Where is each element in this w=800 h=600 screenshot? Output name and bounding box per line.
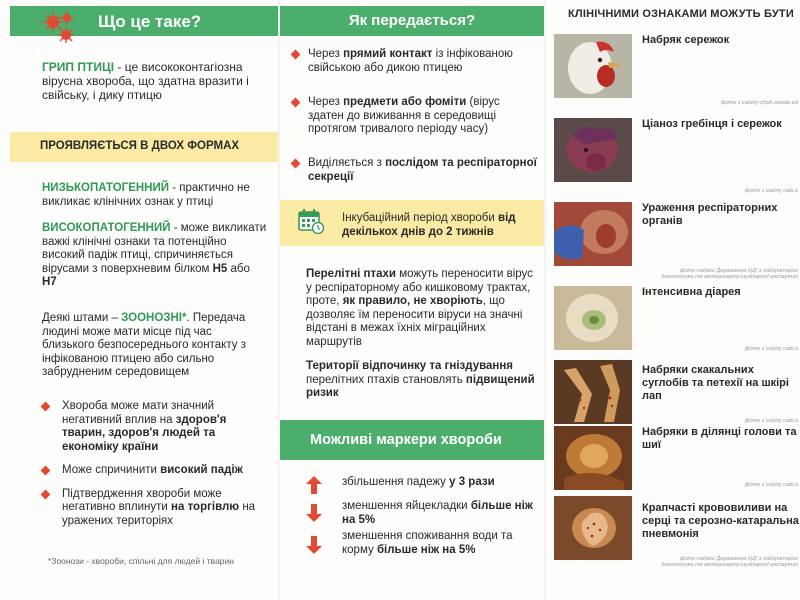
header-transmission: Як передається? [280,6,544,36]
diamond-bullet-icon [291,50,301,60]
clinical-sign-row [554,202,800,280]
footnote-star: * [181,312,187,324]
sign-label: Інтенсивна діарея [642,286,741,298]
marker-text [342,530,538,557]
leg-petechiae-photo [554,360,632,424]
marker-value: у 3 рази [449,476,495,488]
cyanotic-comb-photo [554,118,632,182]
arrow-down-icon [306,504,322,522]
arrow-up-icon [306,476,322,494]
photo-credit: фото з сайту cabi.o [744,418,798,424]
incubation-band [280,200,544,246]
sign-label: Ціаноз гребінця і сережок [642,118,782,130]
zoonotic-desc: . Передача людині може мати місце під час близького безпосереднього контакту з інфікованою птицею або сильно забрудненим середовищем [42,312,246,378]
incubation-period: від декількох днів до 2 тижнів [342,212,516,238]
diarrhea-photo [554,286,632,350]
territories-bold-2: підвищений ризик [306,373,535,399]
marker-label: збільшення падежу [342,476,450,488]
bullet-text: Хвороба може мати значний негативний вплив на [62,400,215,426]
bullet-bold: на торгівлю [171,501,240,513]
sign-label: Набряки скакальних суглобів та петехії на шкірі лап [642,364,789,402]
clinical-sign-row [554,286,800,350]
zoonotic-pre: Деякі штами – [42,312,122,324]
low-pathogenic-desc: - практично не викликає клінічних ознак у птиці [42,182,250,208]
clinical-sign-row [554,118,800,194]
incubation-label: Інкубаційний період хвороби [342,212,499,224]
bullet-text: Через [308,96,344,108]
marker-text [342,476,538,490]
bullet-post: на уражених територіях [62,501,256,527]
panel-clinical-signs [546,0,800,600]
marker-label: зменшення яйцекладки [342,500,471,512]
term-zoonotic: ЗООНОЗНІ [121,312,182,324]
term-high-pathogenic: ВИСОКОПАТОГЕННИЙ [42,222,171,234]
diamond-bullet-icon [41,466,51,476]
header-disease-markers: Можливі маркери хвороби [280,420,544,460]
definition-text: - це висококонтагіозна вірусна хвороба, що здатна вразити і свійську, і дику птицю [42,60,249,102]
migratory-text-1: можуть переносити вірус у респіраторному або кишковому трактах, проте, [306,268,533,307]
sign-label: Набряки в ділянці голови та шиї [642,426,797,451]
panel-what-is-it [0,0,278,600]
clinical-sign-row [554,426,800,490]
marker-value: більше ніж на 5% [342,500,533,526]
high-pathogenic-desc: - може викликати важкі клінічні ознаки та потенційно високий падіж птиці, спричиняється вірусами з поверхневим білком [42,222,267,275]
sign-label: Набряк сережок [642,34,730,46]
virus-icon [40,8,80,48]
photo-credit: фото з сайту cabi.o [744,482,798,488]
clinical-sign-row [554,496,800,568]
migratory-bold-1: Перелітні птахи [306,268,396,280]
sign-label: Крапчасті крововиливи на серці та серозно-катаральна пневмонія [642,502,799,540]
list-item [40,488,268,529]
list-item [40,400,268,454]
photo-credit: фото надано Державною НДІ з лабораторно діагностики та ветеринарно-санітарної експертиз [661,268,798,280]
zoonoses-footnote: *Зоонози - хвороби, спільні для людей і тварин [48,556,234,566]
bird-flu-definition [42,60,267,102]
bullet-bold: прямий контакт [343,48,433,60]
incubation-text [342,212,540,239]
high-pathogenic-text [42,222,267,290]
bullet-post: із інфікованою свійською або дикою птицею [308,48,513,74]
marker-value: більше ніж на 5% [376,543,476,556]
territories-bold-1: Території відпочинку та гніздування [306,360,514,372]
diamond-bullet-icon [41,489,51,499]
bullet-text: Може спричинити [62,464,161,476]
forms-band: ПРОЯВЛЯЄТЬСЯ В ДВОХ ФОРМАХ [10,132,278,162]
head-swelling-photo [554,426,632,490]
or-text: або [227,262,250,275]
heart-hemorrhage-photo [554,496,632,560]
sign-label: Ураження респіраторних органів [642,202,778,227]
h7-label: H7 [42,276,57,288]
clinical-sign-row [554,34,800,106]
bullet-text: Виділяється з [308,157,386,169]
low-pathogenic-text [42,182,267,209]
photo-credit: фото надано Державною НДІ з лабораторно діагностики та ветеринарно-санітарної експертиз [661,556,798,568]
migratory-birds-text [306,268,536,349]
term-low-pathogenic: НИЗЬКОПАТОГЕННИЙ [42,182,170,194]
marker-label: зменшення споживання води та корму [342,530,513,556]
bullet-bold: послідом та респіраторної секреції [308,157,537,183]
arrow-down-icon [306,536,322,554]
photo-credit: фото з сайту cabi.o [744,346,798,352]
bullet-bold: високий падіж [160,464,243,476]
migratory-bold-2: як правило, не хворіють [342,295,483,307]
bullet-post: (вірус здатен до виживання в середовищі протягом тривалого періоду часу) [308,96,500,135]
zoonotic-text [42,312,267,380]
diamond-bullet-icon [291,159,301,169]
chicken-wattle-photo [554,34,632,98]
header-what-is-it: Що це таке? [10,6,278,36]
panel-transmission [280,0,544,600]
transmission-item-fomites [308,96,538,137]
marker-text [342,500,538,527]
bullet-bold: здоров'я тварин, здоров'я людей та економіку країни [62,413,227,453]
territories-text [306,360,536,401]
transmission-item-secretion [308,157,538,184]
list-item [40,464,268,478]
territories-text-1: перелітних птахів становлять [306,373,466,386]
impact-list [40,400,268,538]
header-clinical-signs: КЛІНІЧНИМИ ОЗНАКАМИ МОЖУТЬ БУТИ [568,8,794,20]
bullet-bold: предмети або фоміти [343,96,467,108]
calendar-icon [298,208,324,234]
clinical-sign-row [554,360,800,424]
transmission-item-contact [308,48,538,75]
term-bird-flu: ГРИП ПТИЦІ [42,60,115,74]
photo-credit: фото з сайту cfsph.iastate.ed [720,100,798,106]
diamond-bullet-icon [41,402,51,412]
h5-label: H5 [212,262,228,275]
photo-credit: фото з сайту cabi.o [744,188,798,194]
diamond-bullet-icon [291,98,301,108]
respiratory-organs-photo [554,202,632,266]
migratory-text-2: , що дозволяє їм переносити віруси на значні відстані в межах їхніх міграційних маршрутів [306,295,523,348]
bullet-text: Через [308,48,344,60]
bullet-text: Підтвердження хвороби може негативно вплинути [62,487,222,513]
